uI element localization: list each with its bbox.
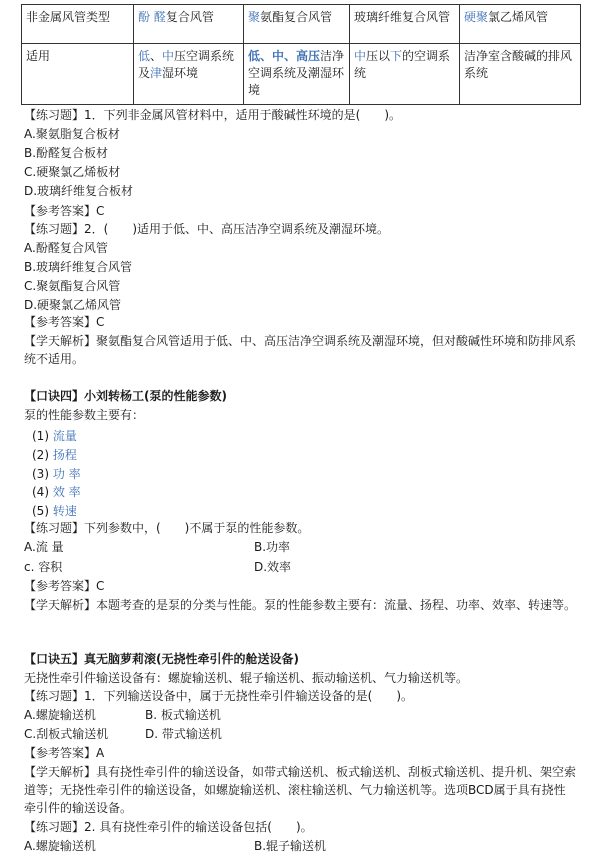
param-item: (5) 转速 <box>32 504 77 518</box>
option: C.刮板式输送机 <box>24 727 109 741</box>
question-2: 【练习题】2. 具有挠性牵引件的输送设备包括( )。 <box>24 820 313 834</box>
cell-text-segment: 酚 醛 <box>138 10 166 24</box>
table-cell <box>350 44 460 105</box>
cell-text-segment: 玻璃纤维复合风管 <box>354 10 451 24</box>
table-cell <box>460 5 581 44</box>
question-1: 【练习题】1．下列输送设备中，属于无挠性牵引件输送设备的是( )。 <box>24 689 414 703</box>
option: D.玻璃纤维复合板材 <box>24 184 134 198</box>
cell-text-segment: 洁净室含酸碱的排风系统 <box>464 49 573 80</box>
cell-text-segment: 中 <box>354 49 367 63</box>
table-cell <box>134 5 244 44</box>
option: D. 带式输送机 <box>145 727 222 741</box>
duct-comparison-table <box>21 4 581 105</box>
cell-text-segment: 复合风管 <box>165 10 214 24</box>
table-cell <box>350 5 460 44</box>
cell-text-segment: 压以 <box>366 49 391 63</box>
table-cell <box>244 44 350 105</box>
analysis: 【学天解析】聚氨酯复合风管适用于低、中、高压洁净空调系统及潮湿环境，但对酸碱性环境和防排风系统不适用。 <box>24 334 577 366</box>
option: c. 容积 <box>24 560 63 574</box>
option: B.玻璃纤维复合风管 <box>24 260 133 274</box>
question: 【练习题】下列参数中，( )不属于泵的性能参数。 <box>24 521 310 535</box>
analysis: 【学天解析】本题考查的是泵的分类与性能。泵的性能参数主要有：流量、扬程、功率、效率、转速等。 <box>24 598 577 612</box>
option: B.功率 <box>254 540 291 554</box>
option: D.效率 <box>254 560 292 574</box>
question-2: 【练习题】2．( )适用于低、中、高压洁净空调系统及潮湿环境。 <box>24 222 390 236</box>
param-item: (3) 功 率 <box>32 467 81 481</box>
cell-text-segment: 氨酯复合风管 <box>260 10 333 24</box>
cell-text-segment: 下 <box>390 49 403 63</box>
option: C.硬聚氯乙烯板材 <box>24 165 121 179</box>
cell-text-segment: 中 <box>162 49 175 63</box>
cell-text-segment: 低 <box>138 49 151 63</box>
option: A.流 量 <box>24 540 64 554</box>
table-cell <box>134 44 244 105</box>
option: A.聚氨脂复合板材 <box>24 127 120 141</box>
section-intro: 无挠性牵引件输送设备有：螺旋输送机、辊子输送机、振动输送机、气力输送机等。 <box>24 671 469 685</box>
cell-text-segment: 、 <box>150 49 163 63</box>
option: B.辊子输送机 <box>254 839 327 853</box>
param-item: (1) 流量 <box>32 429 77 443</box>
option: B.酚醛复合板材 <box>24 146 109 160</box>
option: B. 板式输送机 <box>145 708 221 722</box>
table-cell: 适用 <box>22 44 134 105</box>
table-cell <box>460 44 581 105</box>
answer: 【参考答案】C <box>24 579 105 593</box>
option: A.螺旋输送机 <box>24 839 96 853</box>
section-intro: 泵的性能参数主要有： <box>24 408 145 422</box>
answer: 【参考答案】A <box>24 746 105 760</box>
param-item: (4) 效 率 <box>32 485 81 499</box>
cell-text-segment: 洁净空调系统及潮湿环境 <box>248 49 345 97</box>
option: D.硬聚氯乙烯风管 <box>24 298 122 312</box>
option: A.酚醛复合风管 <box>24 241 108 255</box>
param-item: (2) 扬程 <box>32 448 77 462</box>
table-row <box>22 44 581 105</box>
cell-text-segment: 津 <box>150 66 163 80</box>
table-cell <box>244 5 350 44</box>
section-heading: 【口诀四】小刘转杨工(泵的性能参数) <box>24 389 227 403</box>
cell-text-segment: 硬聚 <box>464 10 489 24</box>
cell-text-segment: 湿环境 <box>162 66 199 80</box>
cell-text-segment: 聚 <box>248 10 261 24</box>
table-cell: 非金属风管类型 <box>22 5 134 44</box>
question-1: 【练习题】1．下列非金属风管材料中，适用于酸碱性环境的是( )。 <box>24 108 402 122</box>
option: A.螺旋输送机 <box>24 708 96 722</box>
option: C.聚氨酯复合风管 <box>24 279 121 293</box>
table-header-row <box>22 5 581 44</box>
cell-text-segment: 低、中、高压 <box>248 49 321 63</box>
analysis: 【学天解析】具有挠性牵引件的输送设备，如带式输送机、板式输送机、刮板式输送机、提升机、架空索道等；无挠性牵引件的输送设备，如螺旋输送机、滚柱输送机、气力输送机等。选项BCD属于具有挠性牵引件的输送设备。 <box>24 765 577 815</box>
answer: 【参考答案】C <box>24 204 105 218</box>
answer: 【参考答案】C <box>24 315 105 329</box>
cell-text-segment: 的空调系统 <box>354 49 451 80</box>
cell-text-segment: 氯乙烯风管 <box>488 10 549 24</box>
section-heading: 【口诀五】真无脑萝莉滚(无挠性牵引件的舱送设备) <box>24 652 299 666</box>
cell-text-segment: 压空调系统及 <box>138 49 235 80</box>
